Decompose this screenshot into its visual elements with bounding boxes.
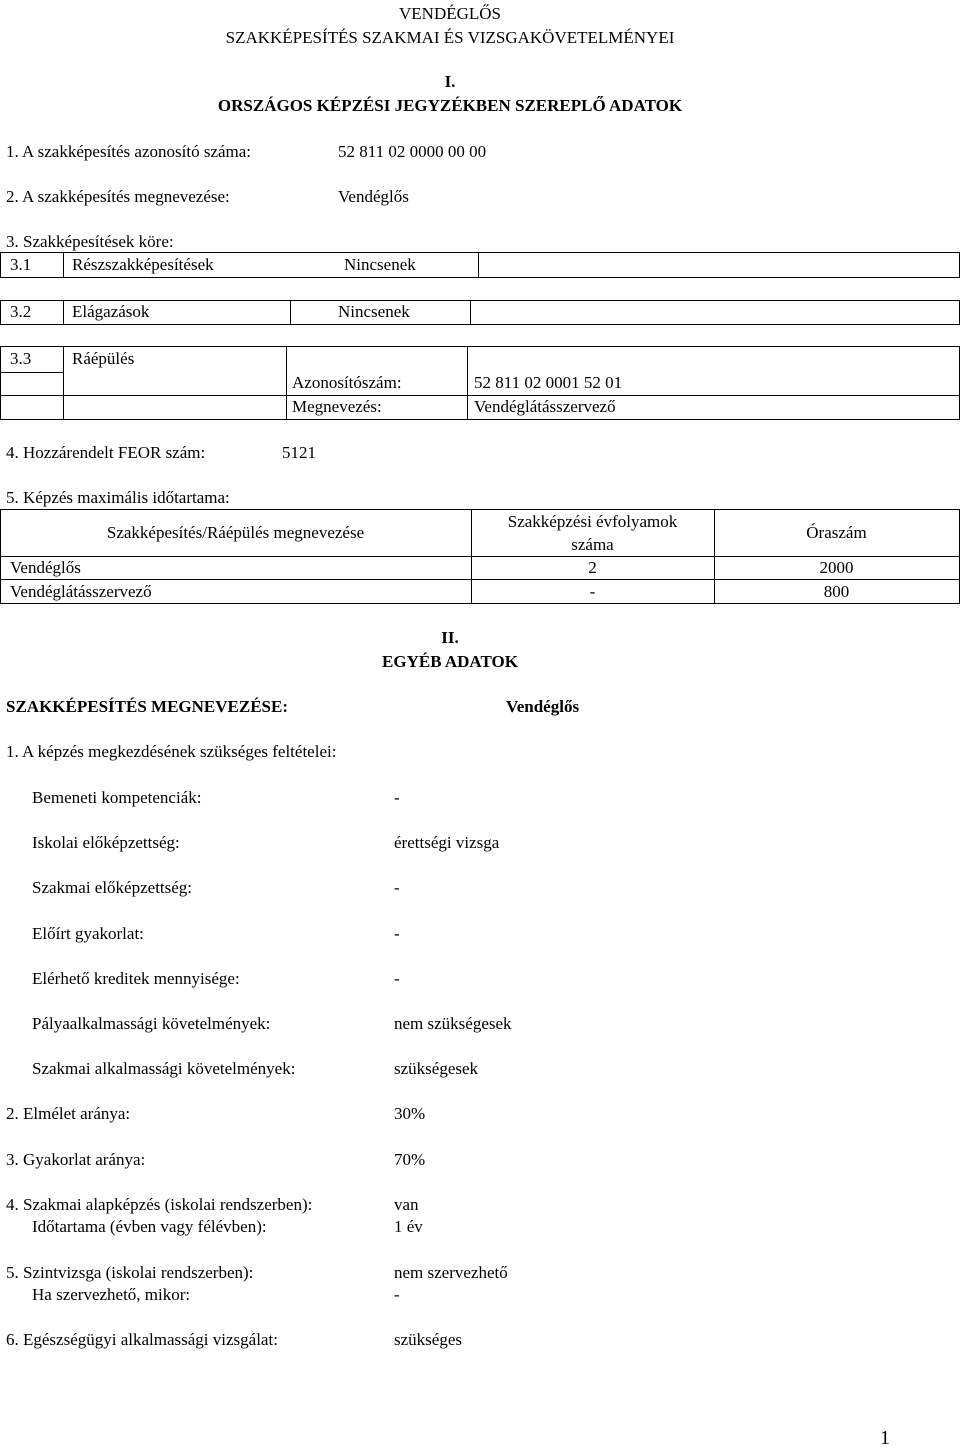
practice-ratio-value: 70% [394, 1150, 426, 1169]
prereq-label: Pályaalkalmassági követelmények: [32, 1014, 271, 1033]
row-label: Elágazások [72, 302, 150, 321]
table-cell-hours: 2000 [819, 558, 854, 577]
row-number: 3.1 [10, 255, 32, 274]
row-label: Részszakképesítések [72, 255, 214, 274]
table-border [63, 252, 64, 277]
add-on-id-value: 52 811 02 0001 52 01 [474, 373, 623, 392]
table-border [0, 252, 1, 277]
table-cell-years: 2 [588, 558, 597, 577]
row-number: 3.3 [10, 349, 32, 368]
table-border [0, 556, 960, 557]
table-border [0, 300, 1, 324]
basic-training-value: van [394, 1195, 419, 1214]
table-border [470, 300, 471, 324]
prereq-label: Bemeneti kompetenciák: [32, 788, 202, 807]
basic-training-duration-value: 1 év [394, 1217, 423, 1236]
page-number: 1 [880, 1427, 890, 1449]
table-border [63, 346, 64, 419]
table-border [286, 346, 287, 419]
qualification-name-label: 2. A szakképesítés megnevezése: [6, 187, 230, 206]
prereq-label: Elérhető kreditek mennyisége: [32, 969, 240, 988]
prereq-value: érettségi vizsga [394, 833, 500, 852]
table-border [0, 252, 960, 253]
column-header-name: Szakképesítés/Ráépülés megnevezése [106, 523, 365, 542]
prerequisites-label: 1. A képzés megkezdésének szükséges feltételei: [6, 742, 337, 761]
qualification-name-value: Vendéglős [338, 187, 409, 206]
row-label: Ráépülés [72, 349, 135, 368]
practice-ratio-label: 3. Gyakorlat aránya: [6, 1150, 146, 1169]
table-border [0, 324, 960, 325]
feor-label: 4. Hozzárendelt FEOR szám: [6, 443, 206, 462]
table-cell-name: Vendéglátásszervező [10, 582, 152, 601]
add-on-id-label: Azonosítószám: [292, 373, 402, 392]
add-on-name-value: Vendéglátásszervező [474, 397, 616, 416]
table-border [0, 509, 960, 510]
table-cell-hours: 800 [823, 582, 850, 601]
basic-training-duration-label: Időtartama (évben vagy félévben): [32, 1217, 267, 1236]
table-border [478, 252, 479, 277]
max-duration-label: 5. Képzés maximális időtartama: [6, 488, 230, 507]
qualification-heading-label: SZAKKÉPESÍTÉS MEGNEVEZÉSE: [6, 697, 289, 716]
qualification-scope-label: 3. Szakképesítések köre: [6, 232, 174, 251]
document-title: VENDÉGLŐS [399, 4, 501, 23]
prereq-value: - [394, 924, 400, 943]
prereq-value: szükségesek [394, 1059, 479, 1078]
section-numeral: I. [444, 72, 456, 91]
health-exam-label: 6. Egészségügyi alkalmassági vizsgálat: [6, 1330, 278, 1349]
column-header-years: Szakképzési évfolyamok [507, 512, 678, 531]
section-title: EGYÉB ADATOK [382, 652, 518, 671]
health-exam-value: szükséges [394, 1330, 462, 1349]
row-value: Nincsenek [338, 302, 410, 321]
level-exam-when-value: - [394, 1285, 400, 1304]
row-number: 3.2 [10, 302, 32, 321]
column-header-years-sub: száma [571, 535, 614, 554]
document-subtitle: SZAKKÉPESÍTÉS SZAKMAI ÉS VIZSGAKÖVETELMÉNYEI [225, 28, 675, 47]
basic-training-label: 4. Szakmai alapképzés (iskolai rendszerben): [6, 1195, 313, 1214]
column-header-hours: Óraszám [806, 523, 867, 542]
prereq-label: Előírt gyakorlat: [32, 924, 144, 943]
prereq-label: Szakmai alkalmassági követelmények: [32, 1059, 296, 1078]
table-border [0, 579, 960, 580]
prereq-label: Szakmai előképzettség: [32, 878, 193, 897]
prereq-value: nem szükségesek [394, 1014, 512, 1033]
prereq-value: - [394, 969, 400, 988]
table-border [0, 372, 63, 373]
row-value: Nincsenek [344, 255, 416, 274]
theory-ratio-label: 2. Elmélet aránya: [6, 1104, 131, 1123]
qualification-heading-value: Vendéglős [506, 697, 580, 716]
table-border [290, 300, 291, 324]
table-border [467, 346, 468, 419]
table-border [0, 277, 960, 278]
section-title: ORSZÁGOS KÉPZÉSI JEGYZÉKBEN SZEREPLŐ ADATOK [217, 96, 683, 115]
theory-ratio-value: 30% [394, 1104, 426, 1123]
add-on-name-label: Megnevezés: [292, 397, 382, 416]
qualification-id-value: 52 811 02 0000 00 00 [338, 142, 487, 161]
table-border [0, 300, 960, 301]
level-exam-value: nem szervezhető [394, 1263, 508, 1282]
table-border [0, 346, 960, 347]
prereq-label: Iskolai előképzettség: [32, 833, 180, 852]
section-numeral: II. [441, 628, 459, 647]
qualification-id-label: 1. A szakképesítés azonosító száma: [6, 142, 252, 161]
feor-value: 5121 [282, 443, 316, 462]
level-exam-label: 5. Szintvizsga (iskolai rendszerben): [6, 1263, 254, 1282]
table-border [63, 300, 64, 324]
prereq-value: - [394, 878, 400, 897]
table-cell-name: Vendéglős [10, 558, 81, 577]
table-cell-years: - [589, 582, 596, 601]
table-border [0, 395, 960, 396]
table-border [0, 603, 960, 604]
table-border [0, 419, 960, 420]
prereq-value: - [394, 788, 400, 807]
level-exam-when-label: Ha szervezhető, mikor: [32, 1285, 191, 1304]
table-border [0, 346, 1, 419]
